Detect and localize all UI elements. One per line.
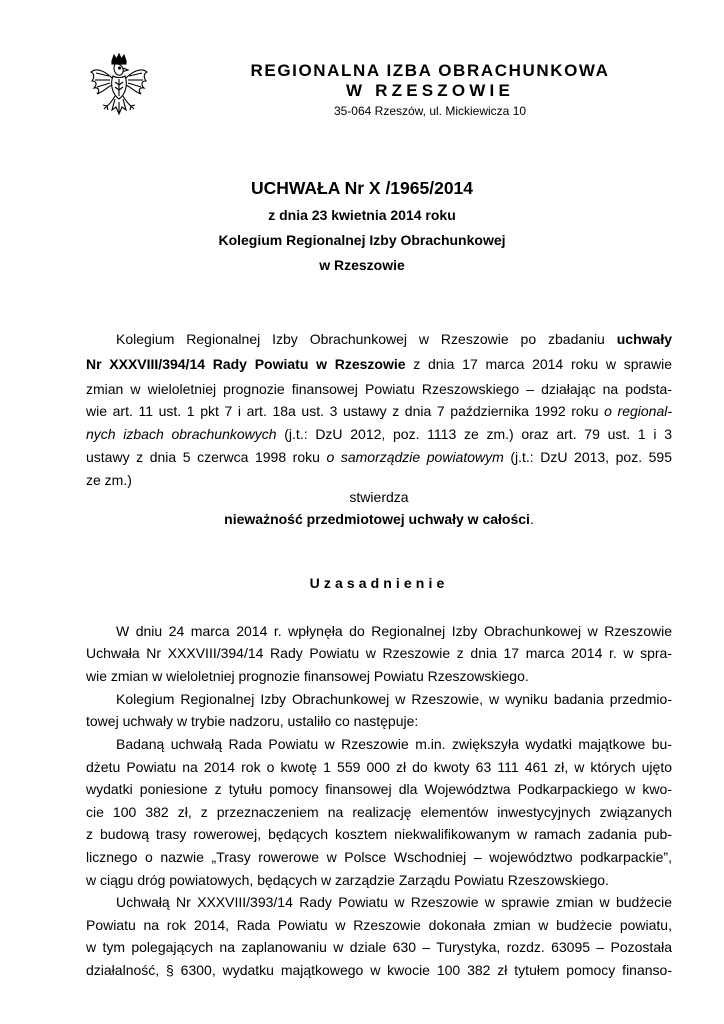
justification-line: działalność, § 6300, wydatku majątkowego w kwocie 100 382 zł tytułem pomocy finanso- (86, 962, 672, 978)
institution-city: W RZESZOWIE (345, 81, 515, 100)
justification-line: licznego o nazwie „Trasy rowerowe w Polsce Wschodniej – województwo podkarpackie”, (86, 849, 672, 865)
intro-line (116, 331, 672, 348)
justification-line: wydatki poniesione z tytułu pomocy finansowej dla Województwa Podkarpackiego w kwo- (86, 781, 672, 797)
polish-eagle-emblem-icon (88, 52, 150, 128)
intro-line: ze zm.) (86, 472, 132, 488)
intro-text: ustawy z dnia 5 czerwca 1998 roku (86, 449, 327, 465)
resolution-place: w Rzeszowie (319, 257, 405, 273)
justification-line: Powiatu na rok 2014, Rada Powiatu w Rzeszowie dokonała zmian w budżecie powiatu, (86, 917, 672, 933)
intro-text: (j.t.: DzU 2012, poz. 1113 ze zm.) oraz art. 79 ust. 1 i 3 (276, 426, 672, 442)
intro-text: (j.t.: DzU 2013, poz. 595 (503, 449, 673, 465)
justification-line: Uchwałą Nr XXXVIII/393/14 Rady Powiatu w Rzeszowie w sprawie zmian w budżecie (116, 894, 672, 910)
institution-name: REGIONALNA IZBA OBRACHUNKOWA (250, 61, 610, 80)
justification-line: wie zmian w wieloletniej prognozie finansowej Powiatu Rzeszowskiego. (86, 668, 529, 684)
intro-line: zmian w wieloletniej prognozie finansowej Powiatu Rzeszowskiego – działając na podsta- (86, 381, 672, 397)
intro-text: z dnia 17 marca 2014 roku w sprawie (405, 356, 672, 372)
intro-line (86, 356, 672, 373)
justification-line: towej uchwały w trybie nadzoru, ustaliło co następuje: (86, 713, 419, 729)
justification-line: w tym polegających na zaplanowaniu w dziale 630 – Turystyka, rozdz. 63095 – Pozostała (86, 939, 672, 955)
intro-line (86, 403, 672, 420)
justification-line: w ciągu dróg powiatowych, będących w zarządzie Zarządu Powiatu Rzeszowskiego. (86, 872, 609, 888)
intro-text: wie art. 11 ust. 1 pkt 7 i art. 18a ust. 3 ustawy z dnia 7 października 1992 roku (86, 403, 605, 419)
intro-italic: o regional- (604, 403, 673, 419)
justification-line: dżetu Powiatu na 2014 rok o kwotę 1 559 000 zł do kwoty 63 111 461 zł, w których ujęto (86, 759, 672, 775)
justification-line: Badaną uchwałą Rada Powiatu w Rzeszowie m.in. zwiększyła wydatki majątkowe bu- (116, 736, 672, 752)
resolution-body: Kolegium Regionalnej Izby Obrachunkowej (218, 232, 506, 248)
justification-line: Uchwała Nr XXXVIII/394/14 Rady Powiatu w Rzeszowie z dnia 17 marca 2014 r. w spra- (86, 645, 672, 661)
justification-line: z budową trasy rowerowej, będących kosztem niekwalifikowanym w ramach zadania pub- (86, 826, 672, 842)
resolution-title: UCHWAŁA Nr X /1965/2014 (250, 178, 474, 198)
intro-line (86, 426, 672, 443)
resolution-date: z dnia 23 kwietnia 2014 roku (268, 207, 456, 223)
intro-bold: Nr XXXVIII/394/14 Rady Powiatu w Rzeszowie (86, 356, 406, 372)
justification-line: W dniu 24 marca 2014 r. wpłynęła do Regionalnej Izby Obrachunkowej w Rzeszowie (116, 623, 672, 639)
decision-dot: . (529, 511, 534, 527)
decision-line (86, 511, 672, 527)
decision-text: nieważność przedmiotowej uchwały w całości (224, 511, 530, 527)
intro-bold: uchwały (616, 331, 672, 347)
decision-verb: stwierdza (349, 489, 409, 505)
justification-line: Kolegium Regionalnej Izby Obrachunkowej w Rzeszowie, w wyniku badania przedmio- (116, 691, 672, 707)
justification-heading: Uzasadnienie (309, 575, 449, 591)
justification-line: cie 100 382 zł, z przeznaczeniem na realizację elementów inwestycyjnych związanych (86, 804, 672, 820)
institution-address: 35-064 Rzeszów, ul. Mickiewicza 10 (333, 104, 527, 118)
intro-italic: nych izbach obrachunkowych (86, 426, 277, 442)
intro-line (86, 449, 672, 466)
intro-italic: o samorządzie powiatowym (326, 449, 504, 465)
intro-text: Kolegium Regionalnej Izby Obrachunkowej w Rzeszowie po zbadaniu (116, 331, 617, 347)
